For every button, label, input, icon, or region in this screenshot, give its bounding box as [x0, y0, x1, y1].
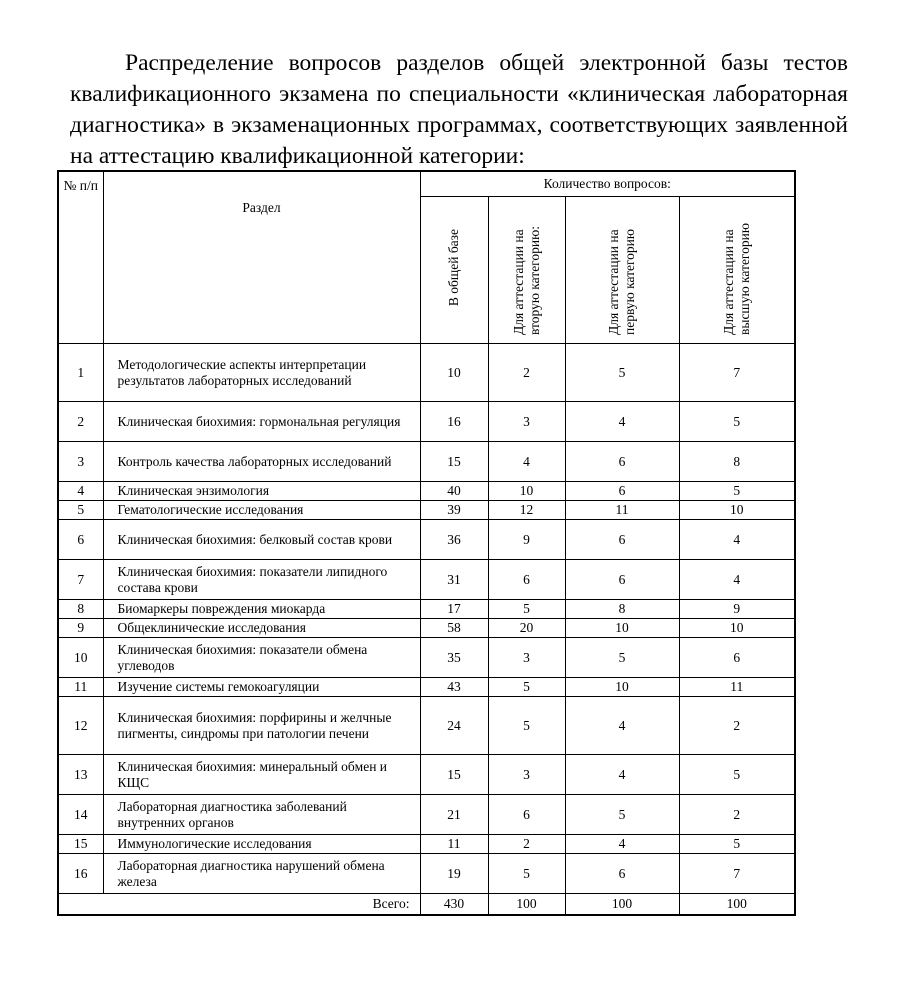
row-num: 3	[58, 442, 103, 482]
row-first: 6	[565, 482, 679, 501]
row-total: 58	[420, 619, 488, 638]
table-row	[58, 638, 795, 678]
table-row	[58, 344, 795, 402]
row-highest: 7	[679, 344, 795, 402]
row-highest: 5	[679, 755, 795, 795]
row-highest: 7	[679, 854, 795, 894]
row-second: 3	[488, 402, 565, 442]
row-highest: 5	[679, 482, 795, 501]
header-num: № п/п	[58, 171, 103, 344]
table-row	[58, 600, 795, 619]
row-total: 10	[420, 344, 488, 402]
row-highest: 4	[679, 560, 795, 600]
header-question-count: Количество вопросов:	[420, 171, 795, 197]
row-highest: 2	[679, 697, 795, 755]
header-first-category: Для аттестации на первую категорию	[565, 197, 679, 344]
row-total: 31	[420, 560, 488, 600]
totals-total: 430	[420, 894, 488, 915]
row-section: Лабораторная диагностика заболеваний внутренних органов	[103, 795, 420, 835]
row-total: 15	[420, 755, 488, 795]
row-num: 11	[58, 678, 103, 697]
header-highest-category: Для аттестации на высшую категорию	[679, 197, 795, 344]
row-first: 6	[565, 442, 679, 482]
row-num: 14	[58, 795, 103, 835]
row-num: 12	[58, 697, 103, 755]
row-total: 39	[420, 501, 488, 520]
row-highest: 4	[679, 520, 795, 560]
row-section: Клиническая биохимия: гормональная регуляция	[103, 402, 420, 442]
document-heading: Распределение вопросов разделов общей электронной базы тестов квалификационного экзамена по специальности «клиническая лабораторная диагностика» в экзаменационных программах, соответствующих заявленной на аттестацию квалификационной категории:	[70, 49, 848, 169]
row-second: 6	[488, 795, 565, 835]
table-row	[58, 482, 795, 501]
row-total: 36	[420, 520, 488, 560]
row-total: 24	[420, 697, 488, 755]
row-second: 10	[488, 482, 565, 501]
row-second: 5	[488, 697, 565, 755]
row-first: 11	[565, 501, 679, 520]
row-total: 19	[420, 854, 488, 894]
table-header-row	[58, 171, 795, 197]
row-num: 2	[58, 402, 103, 442]
row-first: 5	[565, 344, 679, 402]
row-first: 6	[565, 520, 679, 560]
totals-first: 100	[565, 894, 679, 915]
row-section: Клиническая биохимия: минеральный обмен и КЩС	[103, 755, 420, 795]
header-total-base: В общей базе	[420, 197, 488, 344]
row-first: 10	[565, 678, 679, 697]
header-section: Раздел	[103, 171, 420, 344]
row-num: 4	[58, 482, 103, 501]
row-first: 5	[565, 638, 679, 678]
questions-distribution-table	[57, 170, 796, 916]
row-second: 5	[488, 600, 565, 619]
row-highest: 11	[679, 678, 795, 697]
row-section: Клиническая биохимия: показатели обмена углеводов	[103, 638, 420, 678]
row-first: 4	[565, 835, 679, 854]
row-first: 6	[565, 854, 679, 894]
row-second: 6	[488, 560, 565, 600]
row-section: Контроль качества лабораторных исследований	[103, 442, 420, 482]
row-total: 11	[420, 835, 488, 854]
row-num: 1	[58, 344, 103, 402]
table-row	[58, 619, 795, 638]
row-highest: 5	[679, 402, 795, 442]
row-highest: 8	[679, 442, 795, 482]
table-row	[58, 501, 795, 520]
row-section: Лабораторная диагностика нарушений обмена железа	[103, 854, 420, 894]
row-total: 35	[420, 638, 488, 678]
row-total: 43	[420, 678, 488, 697]
row-total: 17	[420, 600, 488, 619]
row-section: Гематологические исследования	[103, 501, 420, 520]
row-num: 8	[58, 600, 103, 619]
row-num: 9	[58, 619, 103, 638]
table-row	[58, 678, 795, 697]
row-section: Клиническая биохимия: белковый состав крови	[103, 520, 420, 560]
row-section: Общеклинические исследования	[103, 619, 420, 638]
row-second: 12	[488, 501, 565, 520]
table-row	[58, 520, 795, 560]
row-second: 2	[488, 835, 565, 854]
row-section: Изучение системы гемокоагуляции	[103, 678, 420, 697]
row-highest: 10	[679, 619, 795, 638]
row-first: 4	[565, 755, 679, 795]
row-first: 8	[565, 600, 679, 619]
row-num: 16	[58, 854, 103, 894]
row-num: 7	[58, 560, 103, 600]
header-second-category: Для аттестации на вторую категорию:	[488, 197, 565, 344]
row-highest: 9	[679, 600, 795, 619]
table-row	[58, 755, 795, 795]
totals-row	[58, 894, 795, 915]
table-row	[58, 835, 795, 854]
row-section: Биомаркеры повреждения миокарда	[103, 600, 420, 619]
row-second: 5	[488, 678, 565, 697]
row-second: 9	[488, 520, 565, 560]
table-row	[58, 697, 795, 755]
totals-second: 100	[488, 894, 565, 915]
row-total: 40	[420, 482, 488, 501]
row-second: 3	[488, 755, 565, 795]
table-row	[58, 854, 795, 894]
row-second: 5	[488, 854, 565, 894]
row-total: 21	[420, 795, 488, 835]
row-section: Клиническая биохимия: порфирины и желчные пигменты, синдромы при патологии печени	[103, 697, 420, 755]
row-second: 20	[488, 619, 565, 638]
table-row	[58, 402, 795, 442]
row-highest: 5	[679, 835, 795, 854]
row-num: 6	[58, 520, 103, 560]
row-total: 16	[420, 402, 488, 442]
row-highest: 2	[679, 795, 795, 835]
row-total: 15	[420, 442, 488, 482]
totals-highest: 100	[679, 894, 795, 915]
row-highest: 10	[679, 501, 795, 520]
row-section: Методологические аспекты интерпретации результатов лабораторных исследований	[103, 344, 420, 402]
row-section: Клиническая энзимология	[103, 482, 420, 501]
row-num: 5	[58, 501, 103, 520]
table-row	[58, 795, 795, 835]
row-num: 13	[58, 755, 103, 795]
row-section: Иммунологические исследования	[103, 835, 420, 854]
row-first: 6	[565, 560, 679, 600]
row-second: 2	[488, 344, 565, 402]
row-second: 3	[488, 638, 565, 678]
row-num: 15	[58, 835, 103, 854]
row-first: 5	[565, 795, 679, 835]
row-first: 10	[565, 619, 679, 638]
totals-label: Всего:	[58, 894, 420, 915]
table-row	[58, 442, 795, 482]
row-first: 4	[565, 697, 679, 755]
row-num: 10	[58, 638, 103, 678]
row-highest: 6	[679, 638, 795, 678]
row-second: 4	[488, 442, 565, 482]
row-section: Клиническая биохимия: показатели липидного состава крови	[103, 560, 420, 600]
row-first: 4	[565, 402, 679, 442]
table-row	[58, 560, 795, 600]
